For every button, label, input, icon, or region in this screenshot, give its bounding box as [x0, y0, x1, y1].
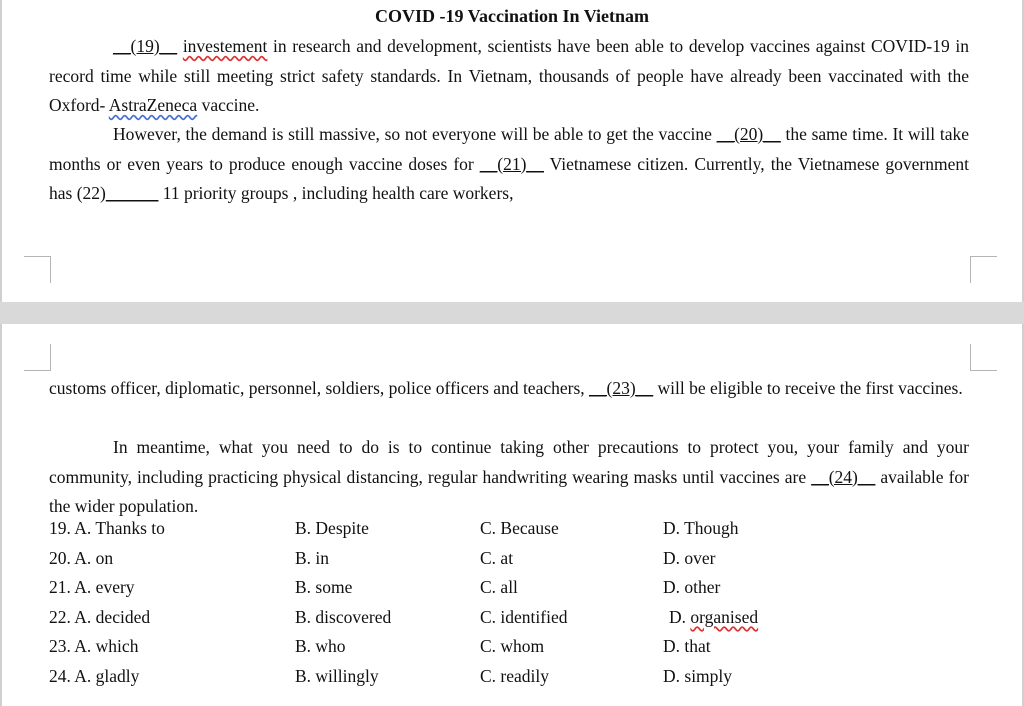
option-19-c: C. Because	[480, 518, 559, 538]
option-19-b: B. Despite	[295, 518, 369, 538]
option-22-d	[669, 607, 758, 628]
answer-options	[49, 518, 949, 696]
paragraph-2-text-d: 11 priority groups , including health care workers,	[158, 183, 514, 203]
document-page-2	[0, 324, 1024, 706]
page-edge-left	[0, 0, 2, 302]
option-row-23	[49, 636, 949, 666]
option-20-d: D. over	[663, 547, 716, 568]
option-row-19	[49, 518, 949, 548]
blank-22: ______	[105, 183, 159, 203]
spell-flag-investement[interactable]: investement	[182, 36, 268, 56]
blank-23: __(23)__	[589, 378, 654, 398]
blank-24: __(24)__	[811, 466, 876, 487]
paragraph-4	[49, 433, 969, 522]
option-23-c: C. whom	[480, 636, 545, 657]
option-row-24	[49, 666, 949, 696]
margin-corner-mark	[970, 256, 997, 283]
page-edge-left	[0, 324, 2, 706]
margin-corner-mark	[970, 344, 997, 371]
option-23-b: B. who	[295, 636, 346, 657]
spell-flag-organised[interactable]: organised	[690, 606, 759, 627]
paragraph-2	[49, 120, 969, 209]
paragraph-2-text-c: Vietnamese citizen. Currently, the Vietnamese government has (22)	[49, 153, 969, 203]
option-24-a: 24. A. gladly	[49, 665, 140, 686]
option-24-b: B. willingly	[295, 665, 379, 686]
blank-19: __(19)__	[113, 36, 178, 56]
document-title: COVID -19 Vaccination In Vietnam	[374, 6, 650, 26]
option-23-d: D. that	[663, 636, 711, 657]
option-24-c: C. readily	[480, 665, 550, 686]
option-21-c: C. all	[480, 577, 518, 598]
paragraph-4-text-a: In meantime, what you need to do is to continue taking other precautions to protect you, your family and your community, including practicing physical distancing, regular handwriting wearing masks until vaccines are	[49, 437, 969, 487]
option-22-b: B. discovered	[295, 606, 392, 627]
blank-20: __(20)__	[716, 124, 781, 144]
margin-corner-mark	[24, 344, 51, 371]
option-24-d: D. simply	[663, 665, 733, 686]
option-21-d: D. other	[663, 577, 721, 598]
option-22-d-prefix: D.	[669, 606, 691, 627]
paragraph-1	[49, 32, 969, 121]
margin-corner-mark	[24, 256, 51, 283]
option-20-b: B. in	[295, 547, 330, 568]
paragraph-3-text-a: customs officer, diplomatic, personnel, soldiers, police officers and teachers,	[49, 378, 590, 398]
option-row-21	[49, 577, 949, 607]
paragraph-3	[49, 374, 969, 404]
paragraph-3-text-b: will be eligible to receive the first vaccines.	[653, 378, 963, 398]
paragraph-2-text-b: the same time. It will take months or even years to produce enough vaccine doses for	[49, 124, 969, 174]
page-break-gap	[0, 302, 1024, 324]
option-23-a: 23. A. which	[49, 636, 139, 657]
paragraph-4-text-b: available for the wider population.	[49, 466, 970, 516]
spell-flag-astrazeneca[interactable]: AstraZeneca	[108, 95, 198, 115]
option-21-b: B. some	[295, 577, 353, 598]
option-20-c: C. at	[480, 547, 514, 568]
document-page-1	[0, 0, 1024, 302]
paragraph-1-text: in research and development, scientists have been able to develop vaccines against COVID-19 in record time while still meeting strict safety standards. In Vietnam, thousands of people have already been vaccinated with the Oxford-	[49, 36, 969, 115]
paragraph-1-end: vaccine.	[197, 95, 260, 115]
option-19-a: 19. A. Thanks to	[49, 518, 165, 538]
option-21-a: 21. A. every	[49, 577, 135, 598]
option-19-d: D. Though	[663, 518, 739, 538]
option-row-20	[49, 548, 949, 578]
option-20-a: 20. A. on	[49, 547, 114, 568]
blank-21: __(21)__	[479, 153, 544, 174]
option-row-22	[49, 607, 949, 637]
option-22-a: 22. A. decided	[49, 606, 151, 627]
paragraph-2-text-a: However, the demand is still massive, so not everyone will be able to get the vaccine	[113, 124, 717, 144]
option-22-c: C. identified	[480, 606, 568, 627]
